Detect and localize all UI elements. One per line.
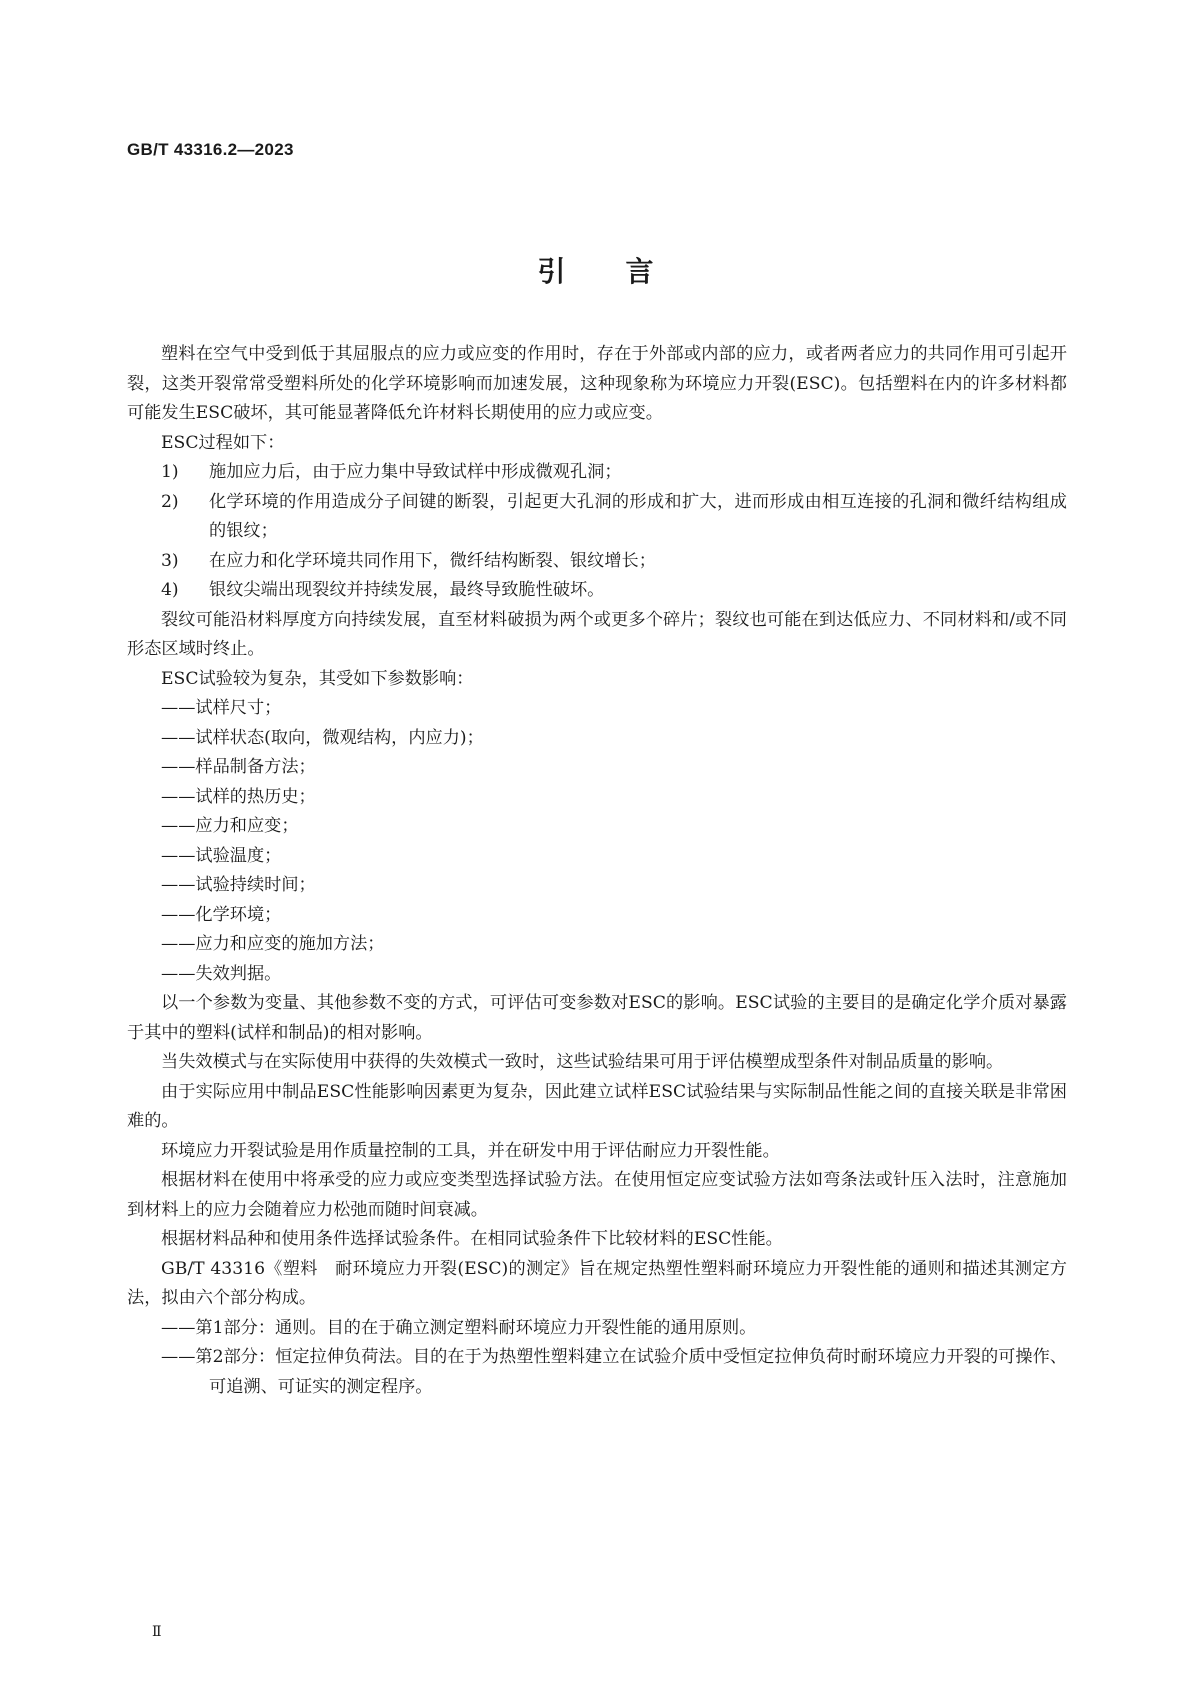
list-item: [127, 547, 1067, 577]
parameter-item: ——应力和应变；: [161, 816, 299, 836]
paragraph: 裂纹可能沿材料厚度方向持续发展，直至材料破损为两个或更多个碎片；裂纹也可能在到达低应力、不同材料和/或不同形态区域时终止。: [127, 609, 1067, 659]
list-item: [127, 576, 1067, 606]
parameter-item: ——化学环境；: [161, 904, 282, 925]
list-item-number: 1): [161, 462, 179, 482]
document-body: [127, 340, 1067, 1402]
list-item-number: 4): [161, 580, 179, 600]
paragraph: ESC过程如下：: [161, 432, 285, 453]
list-item-text: 施加应力后，由于应力集中导致试样中形成微观孔洞；: [209, 462, 622, 482]
part-item: ——第1部分：通则。目的在于确立测定塑料耐环境应力开裂性能的通用原则。: [161, 1317, 757, 1338]
paragraph: 根据材料在使用中将承受的应力或应变类型选择试验方法。在使用恒定应变试验方法如弯条法或针压入法时，注意施加到材料上的应力会随着应力松弛而随时间衰减。: [127, 1170, 1067, 1220]
paragraph: 由于实际应用中制品ESC性能影响因素更为复杂，因此建立试样ESC试验结果与实际制品性能之间的直接关联是非常困难的。: [127, 1081, 1067, 1131]
paragraph: 根据材料品种和使用条件选择试验条件。在相同试验条件下比较材料的ESC性能。: [161, 1229, 783, 1249]
list-item-number: 3): [161, 550, 179, 571]
list-item-text: 在应力和化学环境共同作用下，微纤结构断裂、银纹增长；: [209, 550, 656, 571]
list-item-text: 化学环境的作用造成分子间键的断裂，引起更大孔洞的形成和扩大，进而形成由相互连接的孔洞和微纤结构组成的银纹；: [209, 491, 1067, 541]
page-title: 引言: [537, 255, 714, 288]
paragraph: 塑料在空气中受到低于其屈服点的应力或应变的作用时，存在于外部或内部的应力，或者两者应力的共同作用可引起开裂，这类开裂常常受塑料所处的化学环境影响而加速发展，这种现象称为环境应力开裂(ESC)。包括塑料在内的许多材料都可能发生ESC破坏，其可能显著降低允许材料长期使用的应力或应变。: [127, 344, 1067, 423]
list-item: [127, 458, 1067, 488]
paragraph: 环境应力开裂试验是用作质量控制的工具，并在研发中用于评估耐应力开裂性能。: [161, 1140, 780, 1161]
paragraph: GB/T 43316《塑料 耐环境应力开裂(ESC)的测定》旨在规定热塑性塑料耐环境应力开裂性能的通则和描述其测定方法，拟由六个部分构成。: [127, 1258, 1067, 1308]
parameter-item: ——应力和应变的施加方法；: [161, 934, 385, 954]
page-number: Ⅱ: [152, 1624, 162, 1640]
parameter-item: ——试验持续时间；: [161, 875, 316, 895]
standard-code: GB/T 43316.2—2023: [127, 140, 294, 159]
paragraph: 以一个参数为变量、其他参数不变的方式，可评估可变参数对ESC的影响。ESC试验的主要目的是确定化学介质对暴露于其中的塑料(试样和制品)的相对影响。: [127, 993, 1067, 1043]
parameter-item: ——试样的热历史；: [161, 786, 316, 807]
parameter-item: ——试样尺寸；: [161, 698, 282, 718]
part-item: ——第2部分：恒定拉伸负荷法。目的在于为热塑性塑料建立在试验介质中受恒定拉伸负荷时耐环境应力开裂的可操作、可追溯、可证实的测定程序。: [161, 1347, 1067, 1397]
list-item-number: 2): [161, 491, 179, 512]
list-item: [127, 488, 1067, 547]
parameter-item: ——试验温度；: [161, 845, 282, 866]
parameter-item: ——试样状态(取向，微观结构，内应力)；: [161, 727, 484, 748]
parameter-item: ——失效判据。: [161, 963, 282, 984]
parameter-item: ——样品制备方法；: [161, 757, 316, 777]
list-item-text: 银纹尖端出现裂纹并持续发展，最终导致脆性破坏。: [209, 580, 605, 600]
paragraph: 当失效模式与在实际使用中获得的失效模式一致时，这些试验结果可用于评估模塑成型条件对制品质量的影响。: [161, 1052, 1004, 1072]
paragraph: ESC试验较为复杂，其受如下参数影响：: [161, 668, 474, 689]
